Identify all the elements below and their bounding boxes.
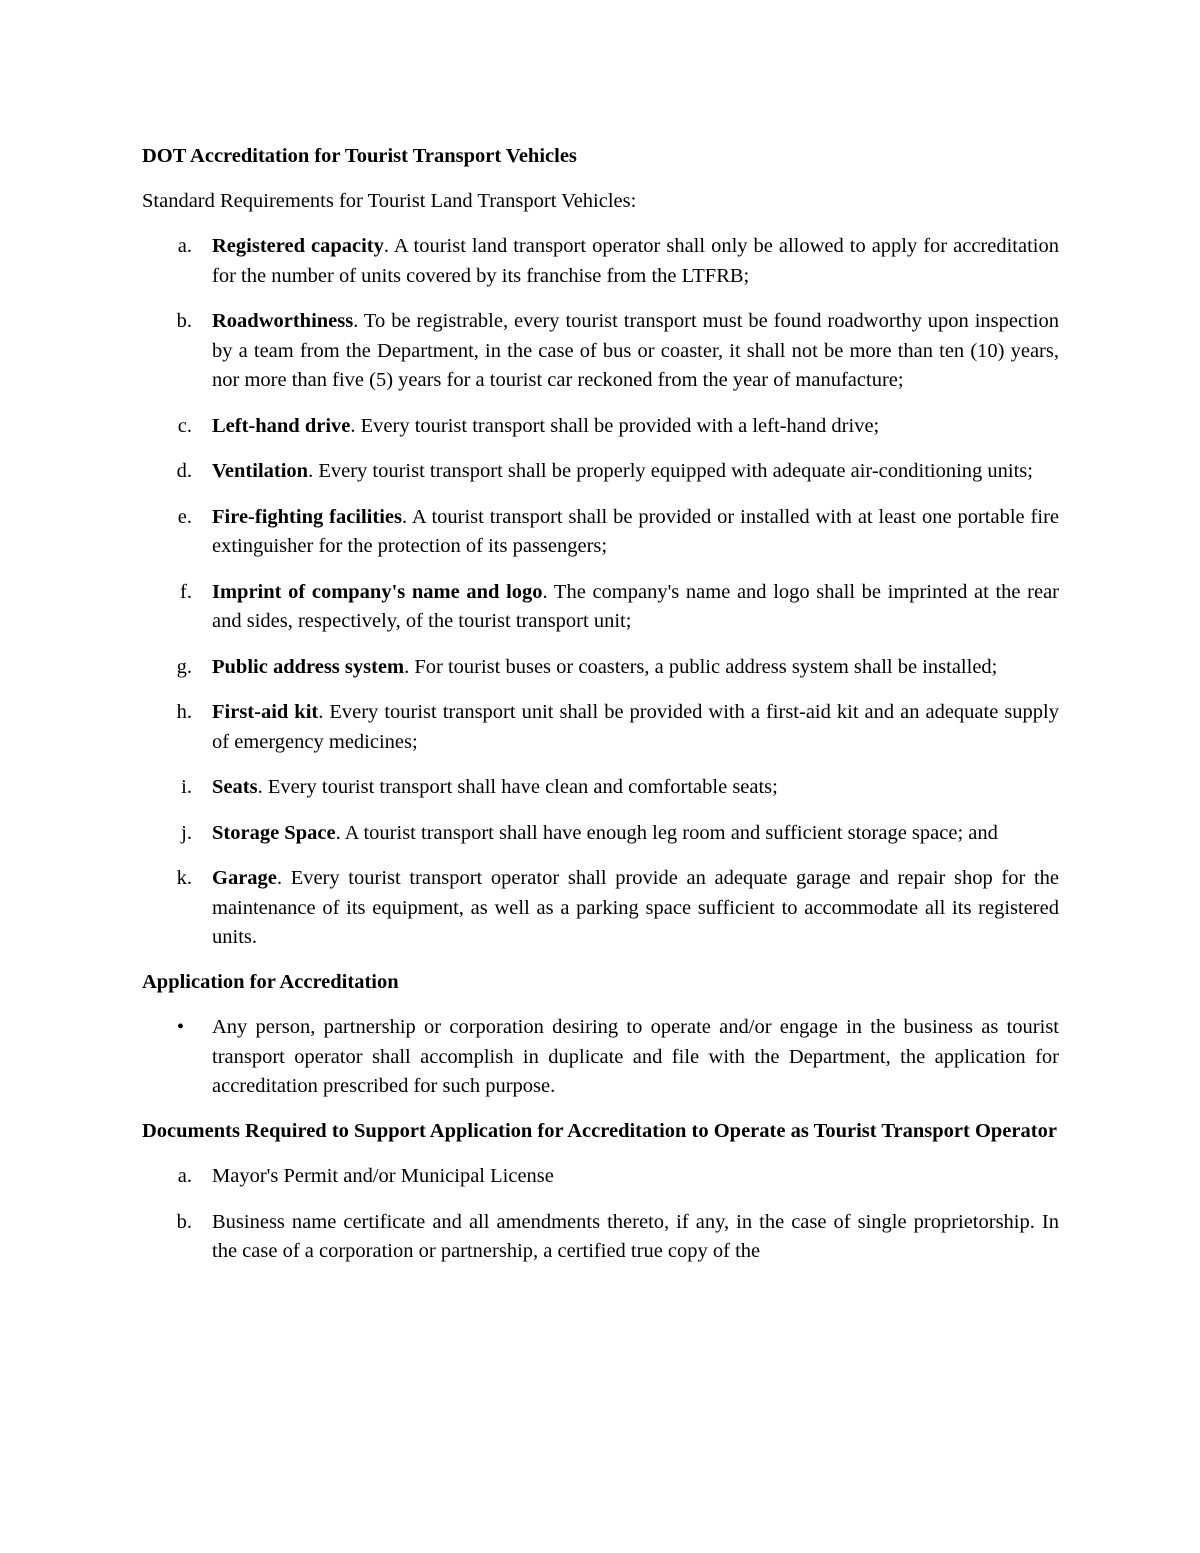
item-marker: i. xyxy=(181,776,192,798)
item-text: Business name certificate and all amendments thereto, if any, in the case of single proprietorship. In the case of a corporation or partnership, a certified true copy of the xyxy=(212,1210,1059,1262)
item-lead: Public address system xyxy=(212,655,405,678)
item-lead: Left-hand drive xyxy=(212,414,351,437)
list-item xyxy=(142,819,1059,849)
item-text: . A tourist transport shall have enough leg room and sufficient storage space; and xyxy=(335,821,998,844)
item-text: . Every tourist transport unit shall be provided with a first-aid kit and an adequate supply of emergency medicines; xyxy=(212,701,1059,753)
item-lead: Registered capacity xyxy=(212,235,384,257)
item-marker: j. xyxy=(181,821,192,844)
list-item xyxy=(142,232,1059,291)
list-item xyxy=(142,864,1059,953)
item-text: Mayor's Permit and/or Municipal License xyxy=(212,1165,554,1187)
item-marker: a. xyxy=(177,1165,192,1187)
item-marker: k. xyxy=(176,867,192,889)
list-item xyxy=(142,653,1059,683)
item-text: . To be registrable, every tourist transport must be found roadworthy upon inspection by a team from the Department, in the case of bus or coaster, it shall not be more than ten (10) years, nor more than five (5) years for a tourist car reckoned from the year of manufacture; xyxy=(212,310,1059,391)
documents-list xyxy=(142,1162,1059,1267)
item-text: . A tourist land transport operator shall only be allowed to apply for accreditation for the number of units covered by its franchise from the LTFRB; xyxy=(212,235,1059,287)
requirements-intro: Standard Requirements for Tourist Land Transport Vehicles: xyxy=(142,189,637,212)
document-title: DOT Accreditation for Tourist Transport Vehicles xyxy=(142,145,577,167)
item-marker: d. xyxy=(176,460,192,482)
item-lead: Roadworthiness xyxy=(212,310,354,332)
list-item xyxy=(142,503,1059,562)
list-item xyxy=(142,412,1059,442)
list-item xyxy=(142,457,1059,487)
item-text: . Every tourist transport operator shall provide an adequate garage and repair shop for the maintenance of its equipment, as well as a parking space sufficient to accommodate all its registered units. xyxy=(212,867,1059,948)
item-lead: Ventilation xyxy=(212,460,309,482)
application-text: Any person, partnership or corporation desiring to operate and/or engage in the business as tourist transport operator shall accomplish in duplicate and file with the Department, the application for accreditation prescribed for such purpose. xyxy=(212,1016,1059,1097)
application-heading: Application for Accreditation xyxy=(142,970,399,993)
item-marker: b. xyxy=(176,1210,192,1233)
item-text: . Every tourist transport shall have clean and comfortable seats; xyxy=(257,776,778,798)
item-lead: First-aid kit xyxy=(212,701,319,723)
list-item xyxy=(142,1162,1059,1192)
item-marker: h. xyxy=(176,701,192,723)
item-lead: Garage xyxy=(212,867,277,889)
item-lead: Fire-fighting facilities xyxy=(212,505,402,528)
item-marker: f. xyxy=(180,580,192,603)
item-marker: c. xyxy=(177,414,192,437)
item-text: . The company's name and logo shall be imprinted at the rear and sides, respectively, of the tourist transport unit; xyxy=(212,580,1060,632)
list-item xyxy=(142,698,1059,757)
item-lead: Storage Space xyxy=(212,821,336,844)
item-text: . A tourist transport shall be provided or installed with at least one portable fire extinguisher for the protection of its passengers; xyxy=(212,505,1059,557)
item-marker: g. xyxy=(176,655,192,678)
documents-heading: Documents Required to Support Application for Accreditation to Operate as Tourist Transport Operator xyxy=(142,1119,1057,1142)
application-bullet-item xyxy=(142,1013,1059,1102)
bullet-marker: • xyxy=(176,1016,184,1038)
requirements-list xyxy=(142,232,1059,953)
item-lead: Imprint of company's name and logo xyxy=(212,580,543,603)
list-item xyxy=(142,307,1059,396)
item-text: . Every tourist transport shall be provided with a left-hand drive; xyxy=(350,414,880,437)
list-item xyxy=(142,773,1059,803)
list-item xyxy=(142,578,1059,637)
item-marker: b. xyxy=(176,310,192,332)
item-text: . For tourist buses or coasters, a public address system shall be installed; xyxy=(404,655,998,678)
item-text: . Every tourist transport shall be properly equipped with adequate air-conditioning units; xyxy=(308,460,1033,482)
item-marker: a. xyxy=(177,235,192,257)
item-lead: Seats xyxy=(212,776,258,798)
list-item xyxy=(142,1208,1059,1267)
item-marker: e. xyxy=(177,505,192,528)
